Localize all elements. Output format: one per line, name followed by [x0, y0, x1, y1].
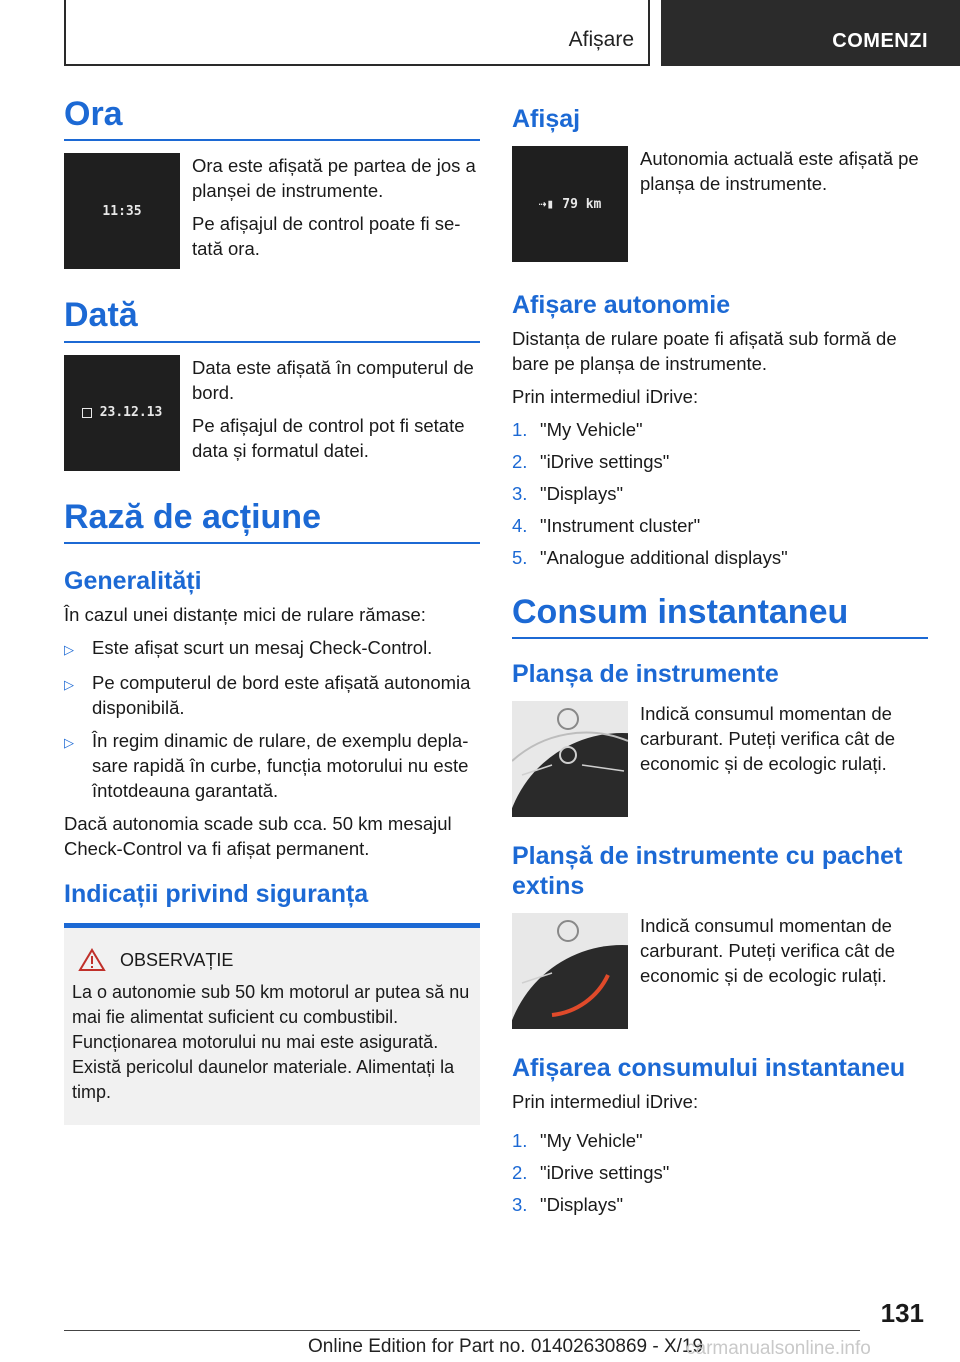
- list-item: 2. "iDrive settings": [512, 1162, 670, 1184]
- plansa-figure: [512, 701, 928, 817]
- list-item: ▷ Pe computerul de bord este afișată autonomia disponibilă.: [64, 672, 471, 719]
- left-column: [64, 96, 480, 1125]
- footer-divider: [64, 1330, 860, 1331]
- clock-display-text: 11:35: [102, 203, 142, 219]
- heading-data: Dată: [64, 297, 480, 342]
- ora-figure: [64, 153, 480, 269]
- plansa-paragraph: Indică consumul momentan de carburant. Puteți verifica cât de economic și de ecologic rulați.: [640, 703, 896, 775]
- subheading-plansa-extins: Planșă de instrumente cu pachet extins: [512, 842, 903, 901]
- fuel-pump-icon: ⇢▮: [538, 196, 555, 212]
- ora-paragraph-2: Pe afișajul de control poate fi setată ora.: [192, 213, 461, 260]
- warning-icon: [78, 948, 106, 972]
- list-item: ▷ Este afișat scurt un mesaj Check-Control.: [64, 635, 480, 662]
- raza-after: Dacă autonomia scade sub cca. 50 km mesajul Check-Control va fi afișat permanent.: [64, 813, 452, 860]
- heading-afisaj: Afișaj: [512, 105, 581, 133]
- right-column: [512, 104, 928, 1227]
- page-number: 131: [880, 1298, 924, 1328]
- subheading-afisarea-consumului: Afișarea consumului instantaneu: [512, 1054, 906, 1083]
- plansa-extins-figure: [512, 913, 928, 1029]
- warning-text: La o autonomie sub 50 km motorul ar putea să nu mai fie alimentat suficient cu combustibil. Funcționarea motorului nu mai este asigurată. Există pericolul daunelor materiale. Alimentați la timp.: [72, 982, 470, 1103]
- heading-consum: Consum instantaneu: [512, 594, 928, 639]
- list-item: ▷ În regim dinamic de rulare, de exemplu deplasare rapidă în curbe, funcția motorului nu este întotdeauna garantată.: [64, 730, 469, 802]
- gauge-image: [512, 701, 628, 817]
- triangle-bullet-icon: ▷: [64, 735, 74, 751]
- heading-raza: Rază de acțiune: [64, 499, 480, 544]
- range-display-text: 79 km: [562, 196, 602, 212]
- data-figure: [64, 355, 480, 471]
- consum-steps: [512, 1128, 928, 1217]
- range-display-image: [512, 146, 628, 262]
- triangle-bullet-icon: ▷: [64, 642, 74, 658]
- date-display-image: [64, 355, 180, 471]
- data-paragraph-2: Pe afișajul de control pot fi setate data și formatul datei.: [192, 414, 465, 461]
- list-item: 1. "My Vehicle": [512, 1130, 643, 1152]
- ora-paragraph-1: Ora este afișată pe partea de jos a planșei de instrumente.: [192, 155, 476, 202]
- list-item: 4. "Instrument cluster": [512, 515, 701, 536]
- list-item: 5. "Analogue additional displays": [512, 547, 788, 568]
- afisaj-paragraph: Autonomia actuală este afișată pe planșa de instrumente.: [640, 148, 919, 194]
- calendar-icon: [82, 408, 92, 418]
- footer-edition: Online Edition for Part no. 01402630869 - X/19: [308, 1336, 704, 1357]
- raza-intro: În cazul unei distanțe mici de rulare rămase:: [64, 604, 426, 626]
- warning-label: OBSERVAȚIE: [120, 949, 234, 970]
- data-paragraph-1: Data este afișată în computerul de bord.: [192, 356, 474, 403]
- header-chapter-tab: [661, 0, 960, 66]
- afisaj-figure: [512, 146, 928, 262]
- footer-watermark: carmanualsonline.info: [686, 1338, 871, 1359]
- header-chapter-title: COMENZI: [832, 30, 928, 52]
- autonomie-steps: [512, 417, 928, 570]
- gauge-extended-image: [512, 913, 628, 1029]
- autonomie-paragraph-1: Distanța de rulare poate fi afișată sub formă de bare pe planșa de instrumente.: [512, 328, 897, 374]
- subheading-plansa: Planșa de instrumente: [512, 660, 779, 689]
- date-display-text: 23.12.13: [99, 405, 163, 421]
- subheading-generalitati: Generalități: [64, 567, 202, 596]
- raza-bullet-list: [64, 635, 480, 803]
- header-section-box: [64, 0, 650, 66]
- autonomie-paragraph-2: Prin intermediul iDrive:: [512, 386, 699, 407]
- subheading-siguranta: Indicații privind siguranța: [64, 880, 369, 909]
- header-section-title: Afișare: [568, 28, 634, 51]
- list-item: 3. "Displays": [512, 483, 624, 504]
- heading-ora: Ora: [64, 96, 480, 141]
- triangle-bullet-icon: ▷: [64, 677, 74, 693]
- afisarea-consumului-paragraph: Prin intermediul iDrive:: [512, 1091, 699, 1113]
- list-item: 1. "My Vehicle": [512, 419, 643, 440]
- list-item: 3. "Displays": [512, 1194, 624, 1216]
- warning-note: [64, 923, 480, 1125]
- heading-afisare-autonomie: Afișare autonomie: [512, 291, 731, 319]
- list-item: 2. "iDrive settings": [512, 451, 670, 472]
- plansa-extins-paragraph: Indică consumul momentan de carburant. Puteți verifica cât de economic și de ecologic rulați.: [640, 915, 896, 987]
- clock-display-image: [64, 153, 180, 269]
